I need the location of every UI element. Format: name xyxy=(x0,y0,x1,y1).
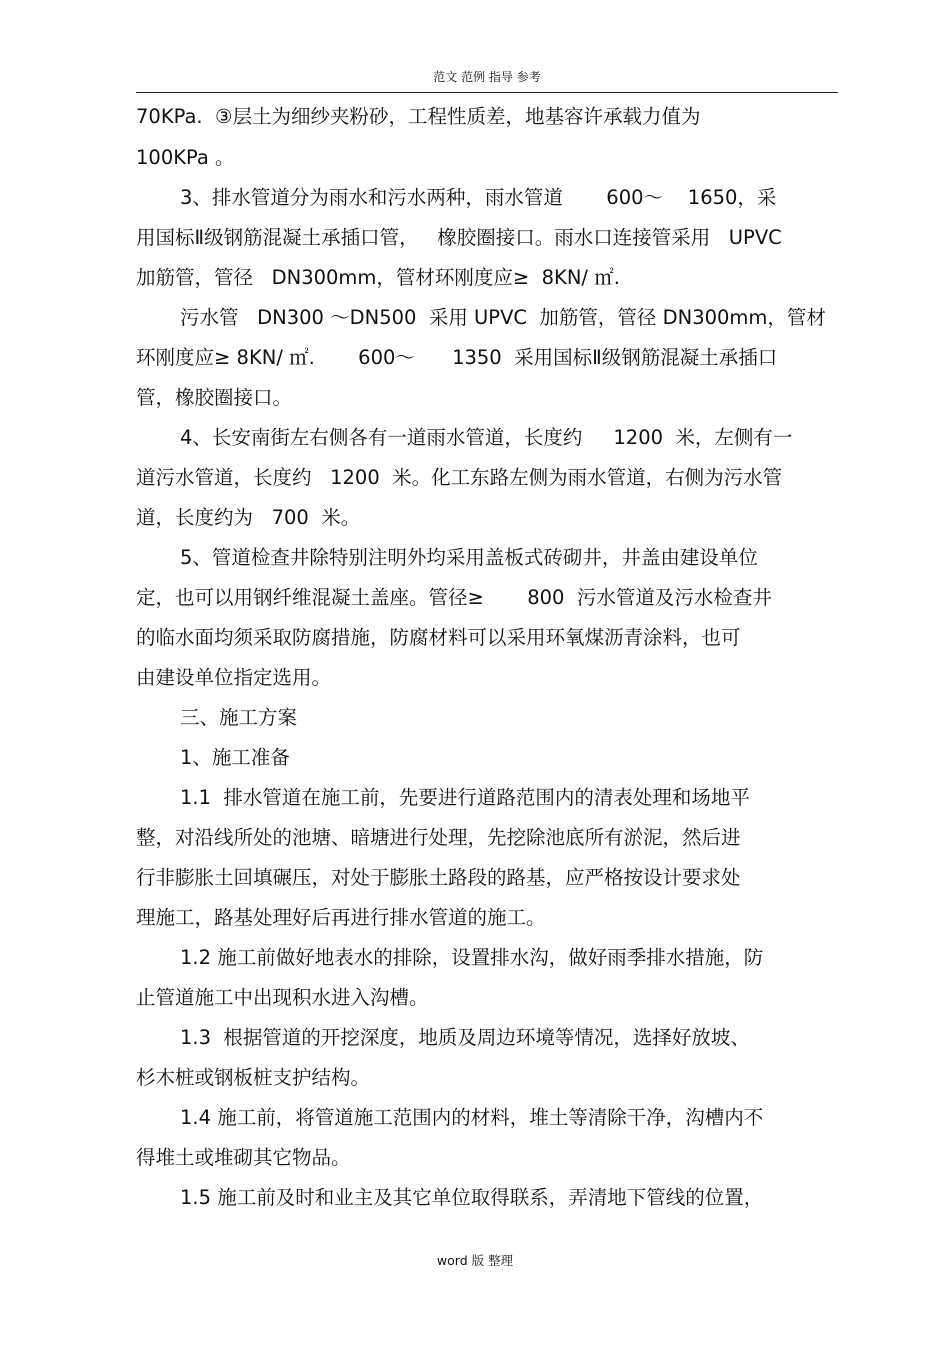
text-line: 三、施工方案 xyxy=(180,706,298,729)
text-line: 1.1 排水管道在施工前，先要进行道路范围内的清表处理和场地平 xyxy=(180,786,750,809)
text-line: 整，对沿线所处的池塘、暗塘进行处理，先挖除池底所有淤泥，然后进 xyxy=(136,826,741,849)
text-line: 1.2 施工前做好地表水的排除，设置排水沟，做好雨季排水措施，防 xyxy=(180,946,764,969)
text-line: 加筋管，管径 DN300mm，管材环刚度应≥ 8KN/ ㎡. xyxy=(136,266,620,289)
text-line: 得堆土或堆砌其它物品。 xyxy=(136,1146,351,1169)
text-line: 70KPa. ③层土为细纱夹粉砂，工程性质差，地基容许承载力值为 xyxy=(136,105,701,128)
text-line: 100KPa 。 xyxy=(136,146,235,169)
text-line: 杉木桩或钢板桩支护结构。 xyxy=(136,1066,371,1089)
page-header: 范文 范例 指导 参考 xyxy=(136,64,838,93)
text-line: 环刚度应≥ 8KN/ ㎡. 600～ 1350 采用国标Ⅱ级钢筋混凝土承插口 xyxy=(136,346,778,369)
text-line: 止管道施工中出现积水进入沟槽。 xyxy=(136,986,429,1009)
text-line: 污水管 DN300 ～DN500 采用 UPVC 加筋管，管径 DN300mm，管材 xyxy=(180,306,826,329)
text-line: 管，橡胶圈接口。 xyxy=(136,386,293,409)
text-line: 由建设单位指定选用。 xyxy=(136,666,332,689)
text-line: 用国标Ⅱ级钢筋混凝土承插口管， 橡胶圈接口。雨水口连接管采用 UPVC xyxy=(136,226,782,249)
text-line: 1、施工准备 xyxy=(180,746,290,769)
text-line: 4、长安南街左右侧各有一道雨水管道，长度约 1200 米，左侧有一 xyxy=(180,426,793,449)
text-line: 道污水管道，长度约 1200 米。化工东路左侧为雨水管道，右侧为污水管 xyxy=(136,466,783,489)
text-line: 道，长度约为 700 米。 xyxy=(136,506,361,529)
text-line: 3、排水管道分为雨水和污水两种，雨水管道 600～ 1650，采 xyxy=(180,186,777,209)
page-footer: word 版 整理 xyxy=(436,1253,514,1268)
text-line: 定，也可以用钢纤维混凝土盖座。管径≥ 800 污水管道及污水检查井 xyxy=(136,586,772,609)
text-line: 的临水面均须采取防腐措施，防腐材料可以采用环氧煤沥青涂料，也可 xyxy=(136,626,741,649)
text-line: 1.3 根据管道的开挖深度，地质及周边环境等情况，选择好放坡、 xyxy=(180,1026,750,1049)
text-line: 5、管道检查井除特别注明外均采用盖板式砖砌井，井盖由建设单位 xyxy=(180,546,758,569)
text-line: 1.5 施工前及时和业主及其它单位取得联系，弄清地下管线的位置， xyxy=(180,1186,764,1209)
text-line: 理施工，路基处理好后再进行排水管道的施工。 xyxy=(136,906,546,929)
text-line: 1.4 施工前，将管道施工范围内的材料，堆土等清除干净，沟槽内不 xyxy=(180,1106,764,1129)
text-line: 行非膨胀土回填碾压，对处于膨胀土路段的路基，应严格按设计要求处 xyxy=(136,866,741,889)
